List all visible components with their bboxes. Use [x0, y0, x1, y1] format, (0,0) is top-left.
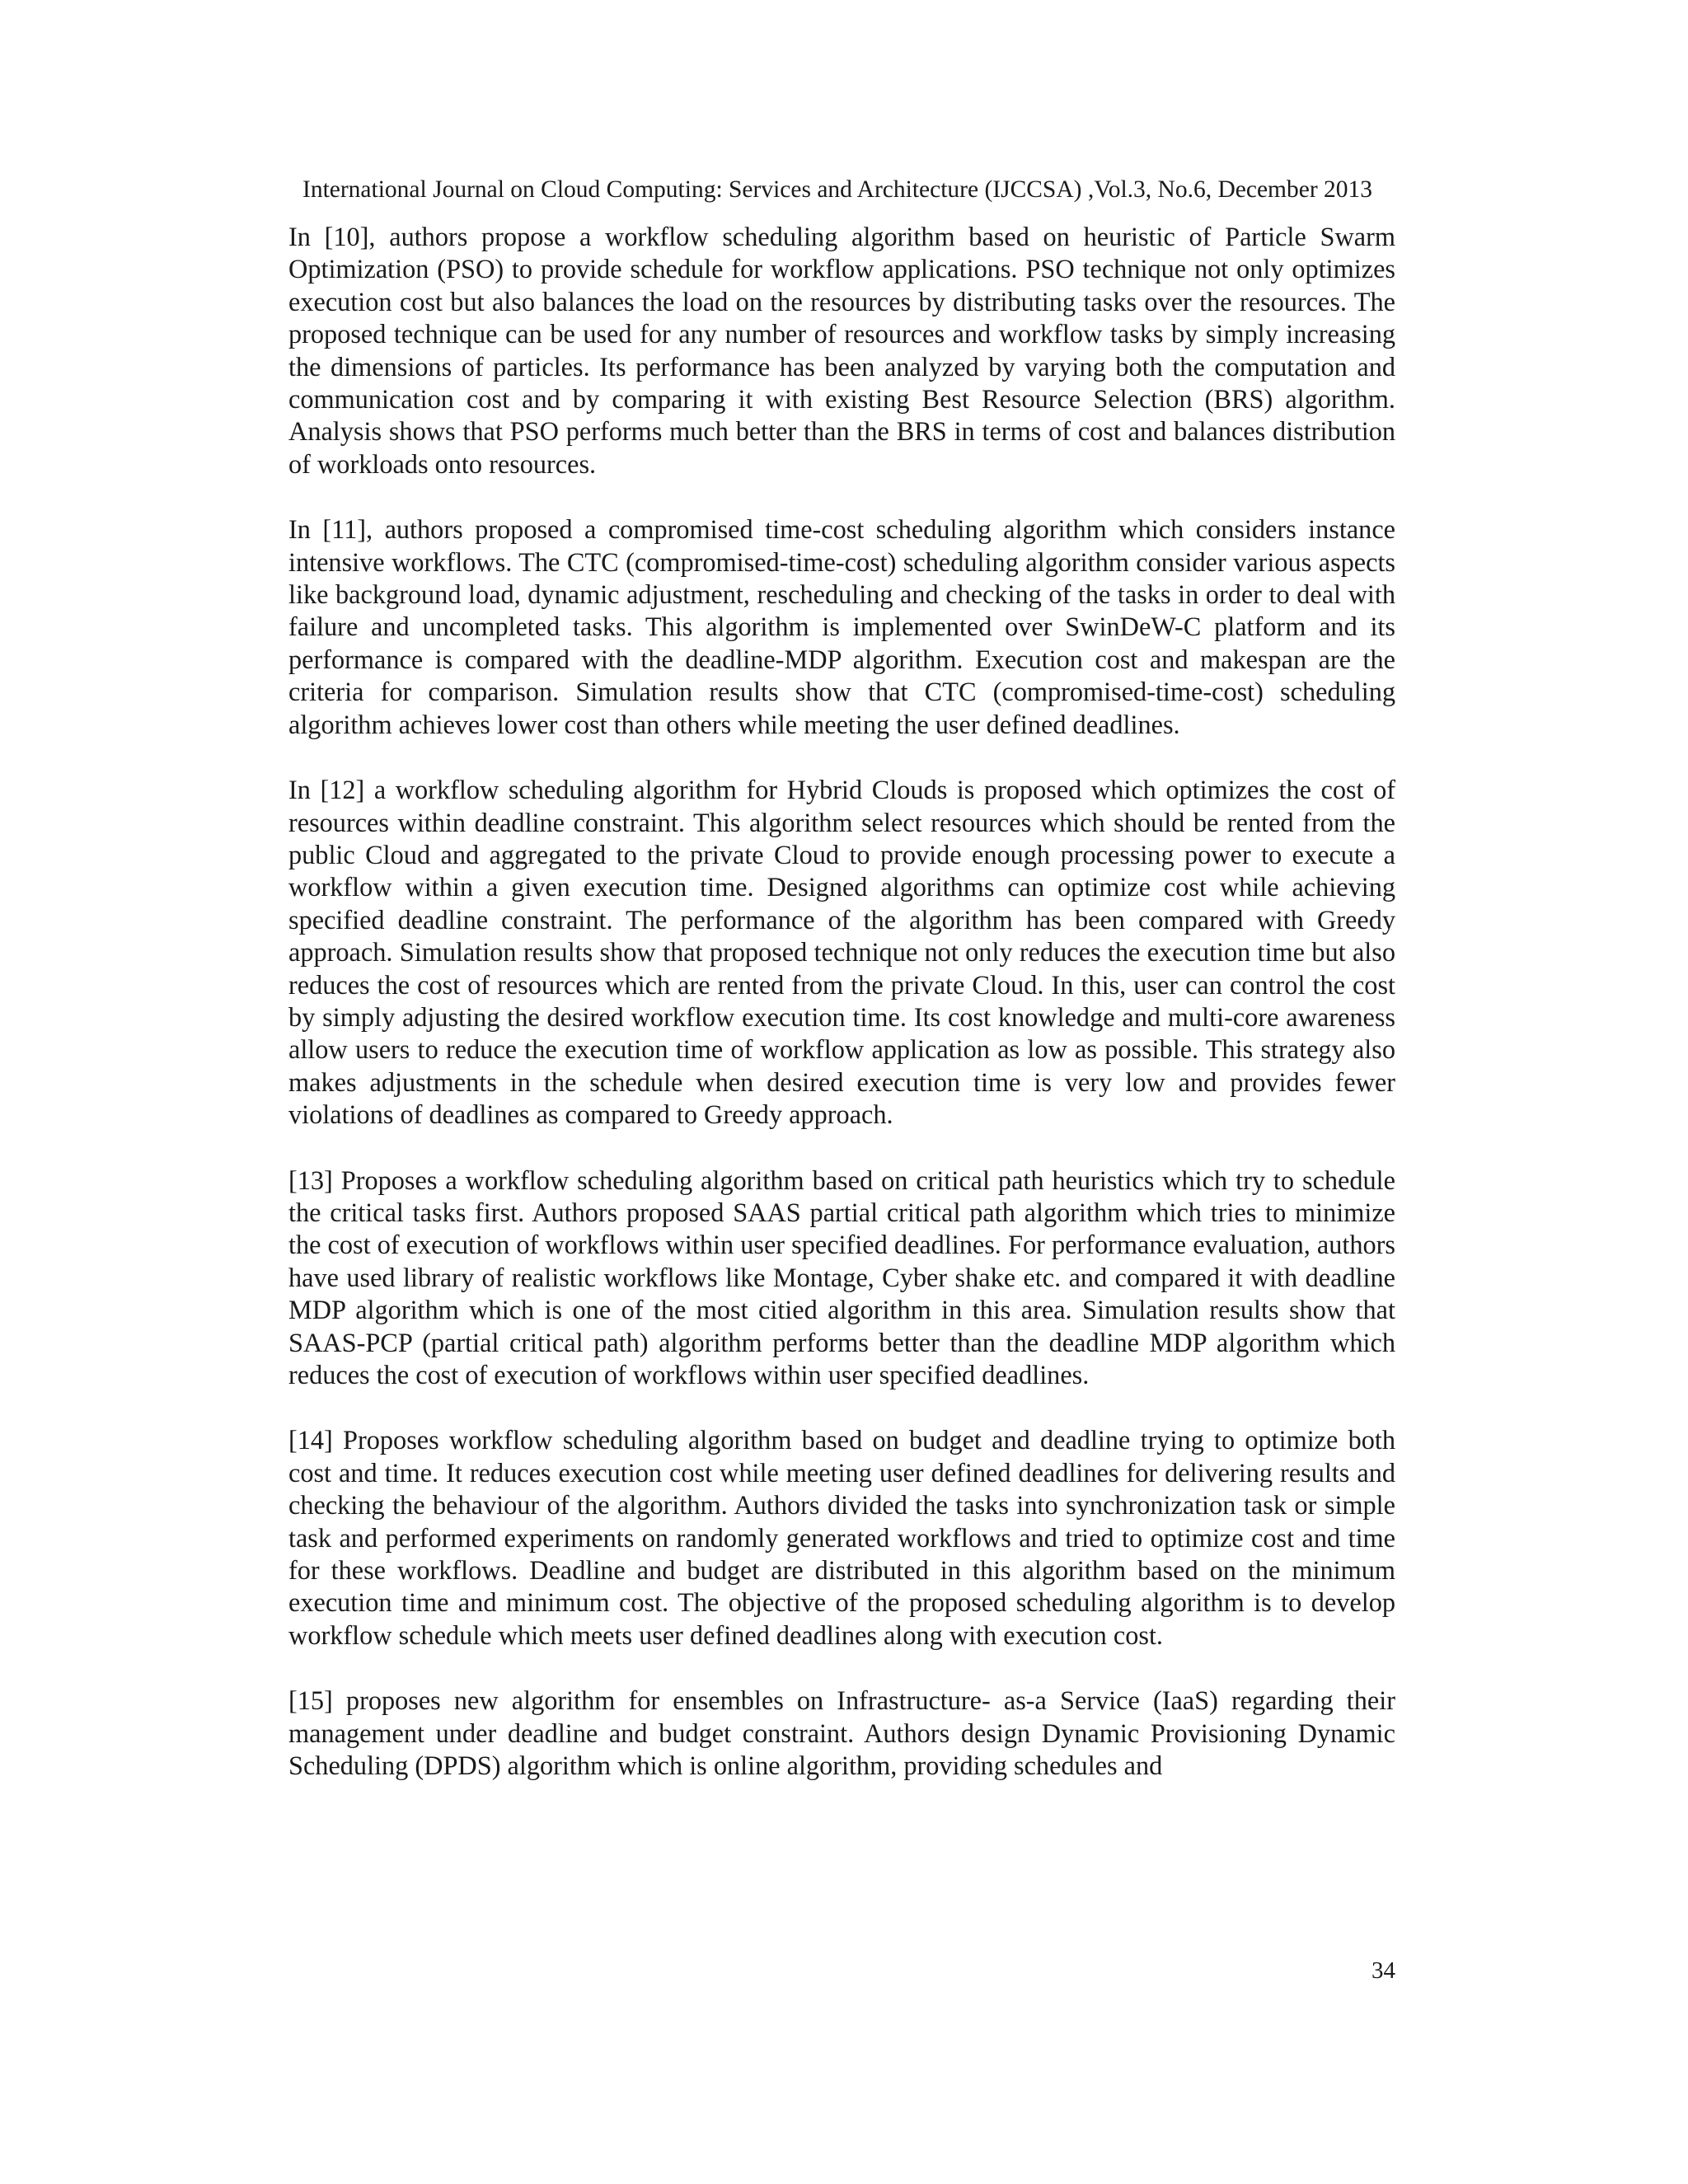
paragraph-ref-11: In [11], authors proposed a compromised time-cost scheduling algorithm which considers instance intensive workflows. The CTC (compromised-time-cost) scheduling algorithm consider various aspects like background load, dynamic adjustment, rescheduling and checking of the tasks in order to deal with failure and uncompleted tasks. This algorithm is implemented over SwinDeW-C platform and its performance is compared with the deadline-MDP algorithm. Execution cost and makespan are the criteria for comparison. Simulation results show that CTC (compromised-time-cost) scheduling algorithm achieves lower cost than others while meeting the user defined deadlines.	[288, 514, 1395, 739]
paragraph-ref-15: [15] proposes new algorithm for ensembles on Infrastructure- as-a Service (IaaS) regarding their management under deadline and budget constraint. Authors design Dynamic Provisioning Dynamic Scheduling (DPDS) algorithm which is online algorithm, providing schedules and	[288, 1685, 1395, 1781]
running-header: International Journal on Cloud Computing: Services and Architecture (IJCCSA) ,Vol.3, No.6, December 2013	[302, 176, 1373, 203]
paragraph-ref-13: [13] Proposes a workflow scheduling algorithm based on critical path heuristics which try to schedule the critical tasks first. Authors proposed SAAS partial critical path algorithm which tries to minimize the cost of execution of workflows within user specified deadlines. For performance evaluation, authors have used library of realistic workflows like Montage, Cyber shake etc. and compared it with deadline MDP algorithm which is one of the most citied algorithm in this area. Simulation results show that SAAS-PCP (partial critical path) algorithm performs better than the deadline MDP algorithm which reduces the cost of execution of workflows within user specified deadlines.	[288, 1165, 1395, 1390]
article-body	[288, 221, 1395, 1782]
page-number: 34	[1372, 1957, 1395, 1984]
paragraph-ref-10: In [10], authors propose a workflow scheduling algorithm based on heuristic of Particle Swarm Optimization (PSO) to provide schedule for workflow applications. PSO technique not only optimizes execution cost but also balances the load on the resources by distributing tasks over the resources. The proposed technique can be used for any number of resources and workflow tasks by simply increasing the dimensions of particles. Its performance has been analyzed by varying both the computation and communication cost and by comparing it with existing Best Resource Selection (BRS) algorithm. Analysis shows that PSO performs much better than the BRS in terms of cost and balances distribution of workloads onto resources.	[288, 222, 1395, 479]
paragraph-ref-12: In [12] a workflow scheduling algorithm for Hybrid Clouds is proposed which optimizes the cost of resources within deadline constraint. This algorithm select resources which should be rented from the public Cloud and aggregated to the private Cloud to provide enough processing power to execute a workflow within a given execution time. Designed algorithms can optimize cost while achieving specified deadline constraint. The performance of the algorithm has been compared with Greedy approach. Simulation results show that proposed technique not only reduces the execution time but also reduces the cost of resources which are rented from the private Cloud. In this, user can control the cost by simply adjusting the desired workflow execution time. Its cost knowledge and multi-core awareness allow users to reduce the execution time of workflow application as low as possible. This strategy also makes adjustments in the schedule when desired execution time is very low and provides fewer violations of deadlines as compared to Greedy approach.	[288, 775, 1395, 1130]
paragraph-ref-14: [14] Proposes workflow scheduling algorithm based on budget and deadline trying to optimize both cost and time. It reduces execution cost while meeting user defined deadlines for delivering results and checking the behaviour of the algorithm. Authors divided the tasks into synchronization task or simple task and performed experiments on randomly generated workflows and tried to optimize cost and time for these workflows. Deadline and budget are distributed in this algorithm based on the minimum execution time and minimum cost. The objective of the proposed scheduling algorithm is to develop workflow schedule which meets user defined deadlines along with execution cost.	[288, 1425, 1395, 1650]
